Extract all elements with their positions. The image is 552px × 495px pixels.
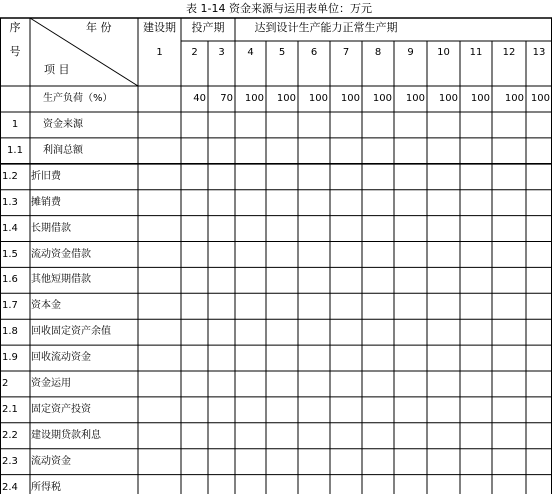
year-number: 12: [502, 47, 516, 58]
row-item-name: 其他短期借款: [31, 274, 91, 286]
load-value: 100: [504, 93, 524, 104]
year-number: 8: [374, 47, 382, 58]
load-row-label: 生产负荷（%）: [43, 93, 113, 104]
load-value: 100: [470, 93, 490, 104]
row-seq: 2.2: [2, 429, 18, 441]
row-seq: 1: [11, 119, 19, 130]
row-item-name: 资金运用: [31, 378, 71, 389]
row-seq: 1.9: [2, 352, 18, 364]
load-value: 40: [193, 93, 206, 104]
row-seq: 1.2: [2, 170, 18, 182]
seq-header-top: 序: [9, 21, 21, 34]
row-seq: 1.6: [2, 274, 18, 286]
row-item-name: 回收流动资金: [31, 352, 91, 364]
year-number: 2: [191, 47, 198, 58]
year-number: 4: [247, 47, 254, 58]
row-seq: 1.1: [7, 144, 23, 156]
row-item-name: 流动资金: [31, 455, 71, 467]
table-title: 表 1-14 资金来源与运用表: [186, 2, 317, 15]
load-value: 100: [308, 93, 328, 104]
row-seq: 1.4: [2, 222, 18, 234]
row-seq: 2.3: [2, 455, 18, 467]
year-number: 11: [469, 47, 483, 58]
load-value: 100: [340, 93, 360, 104]
load-value: 100: [276, 93, 296, 104]
row-seq: 1.7: [2, 300, 18, 312]
row-item-name: 长期借款: [31, 222, 71, 234]
load-value: 100: [405, 93, 425, 104]
load-value: 100: [438, 93, 458, 104]
year-header-label: 年 份: [86, 21, 112, 34]
item-header-label: 项 目: [44, 63, 70, 76]
year-number: 1: [156, 47, 163, 58]
unit-label: 单位：万元: [317, 2, 372, 15]
row-item-name: 资金来源: [43, 119, 83, 130]
commissioning-period-header: 投产期: [191, 21, 225, 34]
row-item-name: 所得税: [31, 481, 61, 493]
row-item-name: 回收固定资产余值: [31, 326, 111, 338]
year-number: 10: [437, 47, 450, 58]
row-item-name: 固定资产投资: [31, 403, 91, 415]
year-number: 3: [218, 47, 225, 58]
load-value: 70: [220, 93, 233, 104]
row-seq: 1.5: [2, 248, 18, 260]
year-number: 6: [310, 47, 318, 58]
row-item-name: 利润总额: [43, 144, 83, 156]
load-value: 100: [530, 93, 550, 104]
construction-period-header: 建设期: [143, 21, 176, 34]
row-item-name: 流动资金借款: [31, 248, 91, 260]
row-item-name: 资本金: [31, 300, 61, 312]
load-value: 100: [244, 93, 264, 104]
load-value: 100: [372, 93, 392, 104]
year-number: 7: [342, 47, 350, 58]
row-seq: 2: [2, 378, 9, 389]
row-seq: 1.3: [2, 196, 18, 208]
row-item-name: 折旧费: [31, 170, 61, 182]
full-capacity-period-header: 达到设计生产能力正常生产期: [254, 21, 398, 34]
row-seq: 1.8: [2, 326, 18, 338]
row-seq: 2.4: [2, 481, 18, 493]
row-item-name: 建设期贷款利息: [31, 429, 101, 441]
year-number: 9: [407, 47, 414, 58]
seq-header-bottom: 号: [9, 45, 21, 58]
year-number: 5: [278, 47, 286, 58]
row-seq: 2.1: [2, 403, 18, 415]
year-number: 13: [532, 47, 546, 58]
row-item-name: 摊销费: [31, 196, 61, 208]
